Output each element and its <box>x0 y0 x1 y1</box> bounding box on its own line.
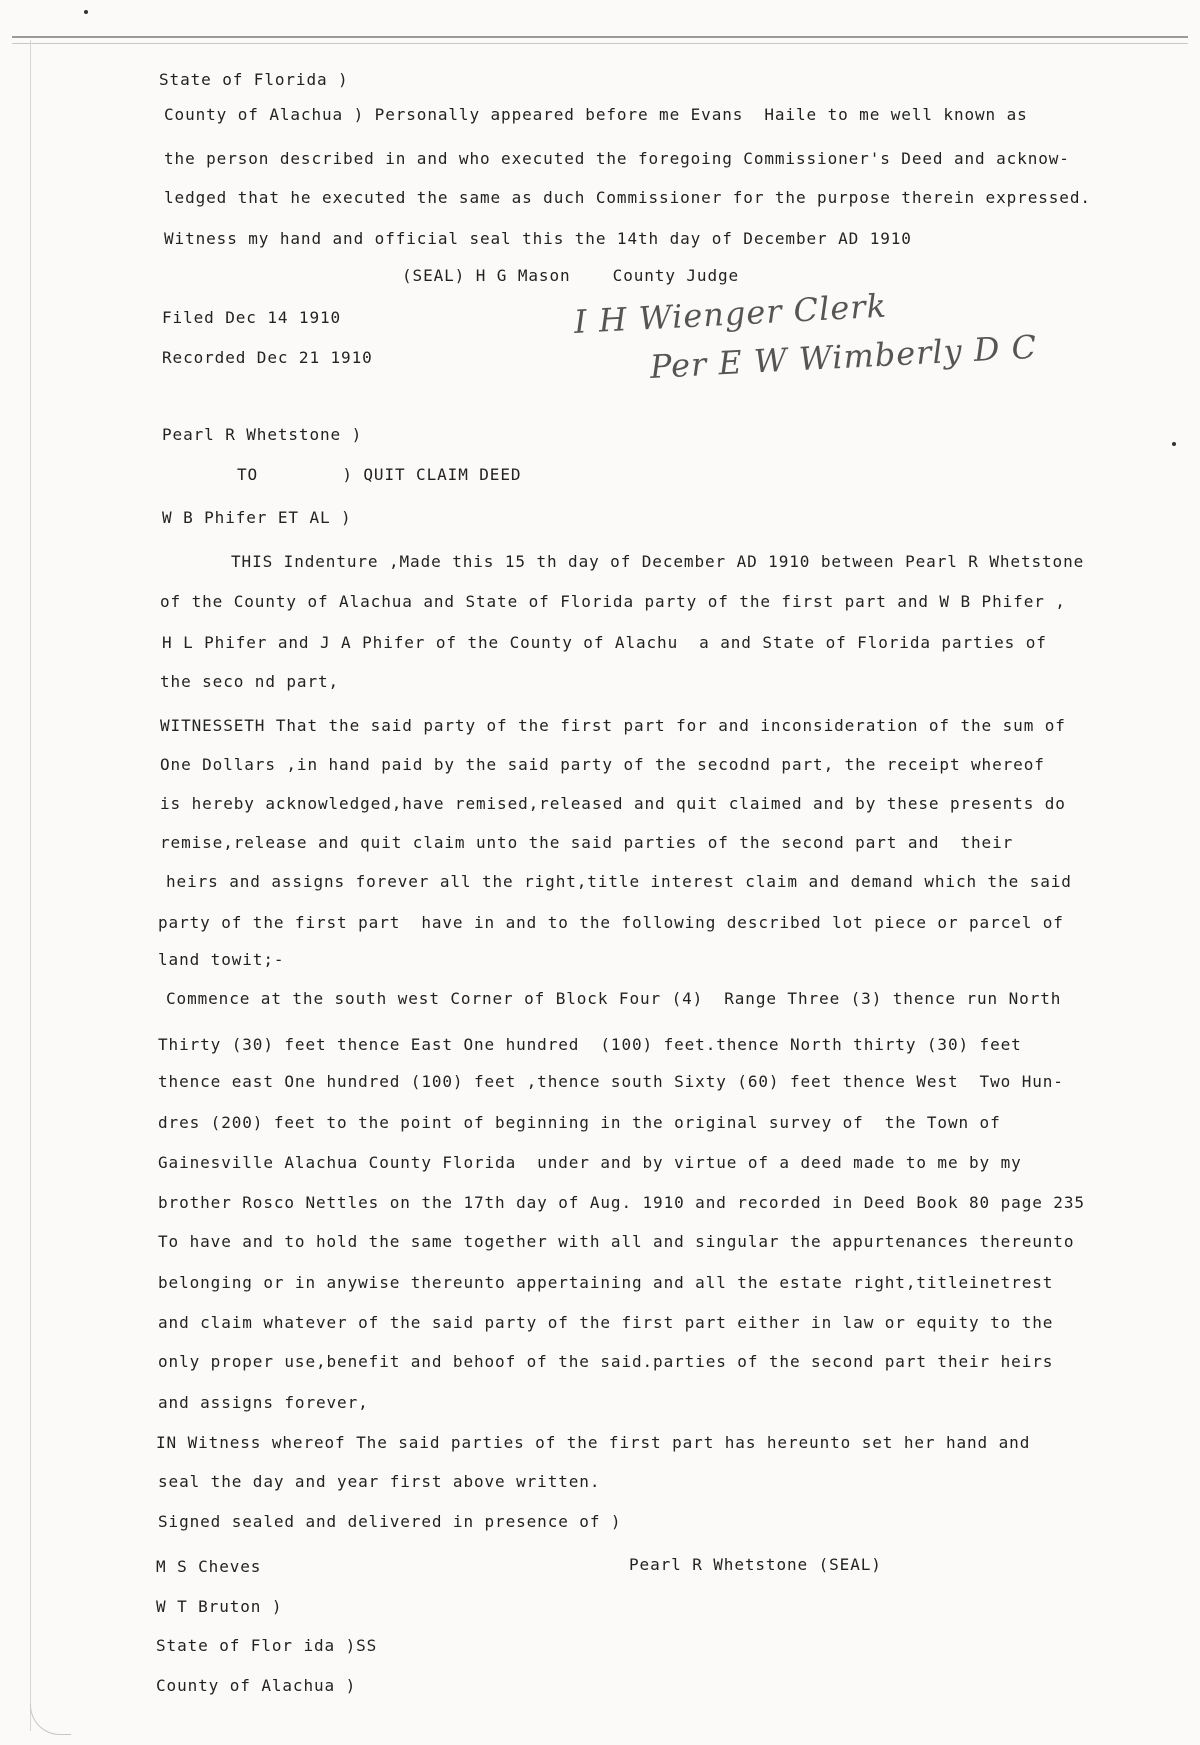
doc-line: thence east One hundred (100) feet ,thence south Sixty (60) feet thence West Two Hun- <box>158 1072 1064 1091</box>
doc-line: heirs and assigns forever all the right,title interest claim and demand which the said <box>166 872 1072 891</box>
doc-line: State of Flor ida )SS <box>156 1636 378 1655</box>
doc-line: THIS Indenture ,Made this 15 th day of December AD 1910 between Pearl R Whetstone <box>231 552 1085 571</box>
doc-line: One Dollars ,in hand paid by the said party of the secodnd part, the receipt whereof <box>160 755 1045 774</box>
doc-line: brother Rosco Nettles on the 17th day of Aug. 1910 and recorded in Deed Book 80 page 235 <box>158 1193 1085 1212</box>
doc-line: the person described in and who executed the foregoing Commissioner's Deed and acknow- <box>164 149 1070 168</box>
doc-line: remise,release and quit claim unto the said parties of the second part and their <box>160 833 1014 852</box>
doc-line: To have and to hold the same together with all and singular the appurtenances thereunto <box>158 1232 1075 1251</box>
doc-line: and assigns forever, <box>158 1393 369 1412</box>
ink-speck <box>84 10 88 14</box>
doc-line: W T Bruton ) <box>156 1597 283 1616</box>
doc-line: County of Alachua ) <box>156 1676 357 1695</box>
doc-line: Gainesville Alachua County Florida under and by virtue of a deed made to me by my <box>158 1153 1022 1172</box>
doc-line: party of the first part have in and to the following described lot piece or parcel of <box>158 913 1064 932</box>
doc-line: TO ) QUIT CLAIM DEED <box>237 465 522 484</box>
doc-line: seal the day and year first above written. <box>158 1472 601 1491</box>
doc-line: Pearl R Whetstone (SEAL) <box>629 1555 882 1574</box>
page-top-rule <box>12 36 1188 44</box>
doc-line: Commence at the south west Corner of Block Four (4) Range Three (3) thence run North <box>166 989 1062 1008</box>
doc-line: (SEAL) H G Mason County Judge <box>402 266 740 285</box>
doc-line: W B Phifer ET AL ) <box>162 508 352 527</box>
doc-line: the seco nd part, <box>160 672 340 691</box>
doc-line: only proper use,benefit and behoof of the said.parties of the second part their heirs <box>158 1352 1054 1371</box>
page-left-edge <box>30 40 31 1731</box>
ink-speck <box>1172 442 1176 446</box>
doc-line: land towit;- <box>158 950 285 969</box>
doc-line: H L Phifer and J A Phifer of the County of Alachu a and State of Florida parties of <box>162 633 1047 652</box>
deputy-clerk-signature: Per E W Wimberly D C <box>649 327 1038 386</box>
doc-line: ledged that he executed the same as duch Commissioner for the purpose therein expressed. <box>164 188 1091 207</box>
doc-line: Signed sealed and delivered in presence of ) <box>158 1512 622 1531</box>
doc-line: Witness my hand and official seal this the 14th day of December AD 1910 <box>164 229 912 248</box>
doc-line: M S Cheves <box>156 1557 262 1576</box>
doc-line: belonging or in anywise thereunto appertaining and all the estate right,titleinetrest <box>158 1273 1054 1292</box>
doc-line: State of Florida ) <box>159 70 349 89</box>
doc-line: County of Alachua ) Personally appeared before me Evans Haile to me well known as <box>164 105 1028 124</box>
doc-line: dres (200) feet to the point of beginning in the original survey of the Town of <box>158 1113 1001 1132</box>
doc-line: of the County of Alachua and State of Florida party of the first part and W B Phifer , <box>160 592 1066 611</box>
doc-line: Filed Dec 14 1910 <box>162 308 342 327</box>
doc-line: WITNESSETH That the said party of the first part for and inconsideration of the sum of <box>160 716 1066 735</box>
doc-line: Thirty (30) feet thence East One hundred (100) feet.thence North thirty (30) feet <box>158 1035 1022 1054</box>
doc-line: Recorded Dec 21 1910 <box>162 348 373 367</box>
page-corner-curl <box>30 1704 71 1735</box>
doc-line: Pearl R Whetstone ) <box>162 425 363 444</box>
clerk-signature: I H Wienger Clerk <box>573 286 888 341</box>
doc-line: and claim whatever of the said party of the first part either in law or equity to the <box>158 1313 1054 1332</box>
doc-line: is hereby acknowledged,have remised,released and quit claimed and by these presents do <box>160 794 1066 813</box>
doc-line: IN Witness whereof The said parties of the first part has hereunto set her hand and <box>156 1433 1031 1452</box>
